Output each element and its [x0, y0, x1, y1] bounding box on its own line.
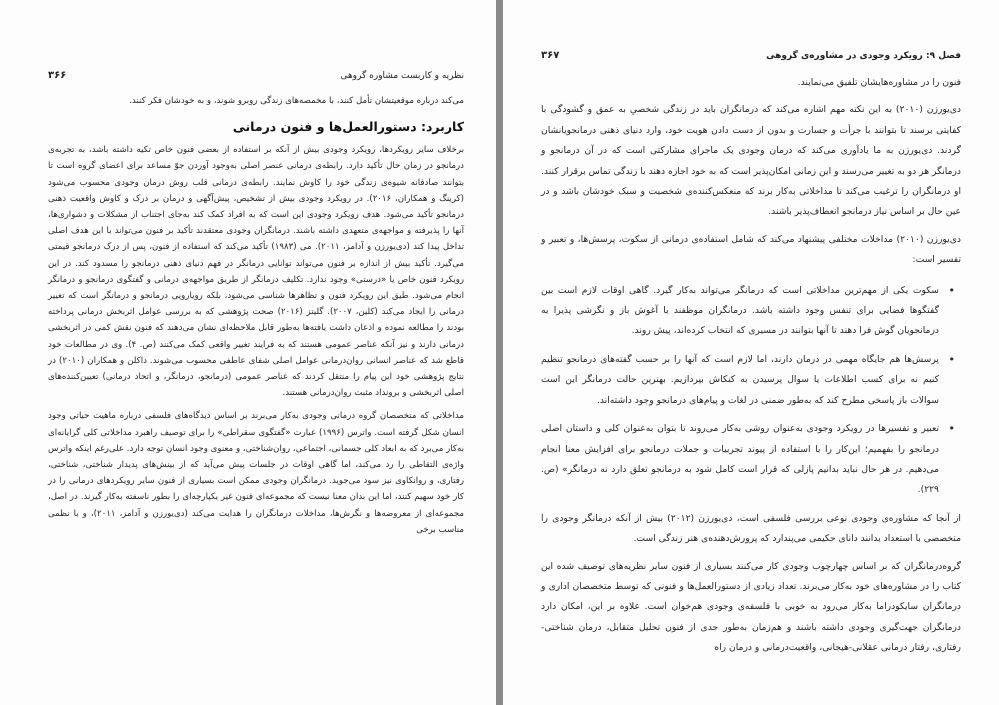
book-gutter — [496, 0, 503, 705]
list-item: • پرسش‌ها هم جایگاه مهمی در درمان دارند، اما لازم است که آنها را بر حسب گفته‌های درمانجو تنظیم کنیم نه برای کسب اطلاعات یا سوال پرسیدن به کنکاش بپردازیم. بهترین حالت درمانگر این است سوالات باز پاسخی مطرح کند که به‌طور ضمنی در لغات و پیام‌های درمانجو وجود داشته‌اند. — [541, 350, 939, 411]
body-paragraph: دی‌یورزن (۲۰۱۰) مداخلات مختلفی پیشنهاد می‌کند که شامل استفاده‌ی درمانی از سکوت، پرسش‌ها، و تعبیر و تفسیر است: — [541, 233, 961, 266]
list-item: • تعبیر و تفسیرها در رویکرد وجودی به‌عنوان روشی به‌کار می‌روند تا بتوان به‌عنوان کلی و داستان اصلی درمانجو را بفهمیم؛ این‌کار را با استفاده از پیوند تجربیات و جملات درمانجو برای افزایش معنا انجام می‌دهیم. در هر حال نباید بدانیم پازلی که قرار است کامل شود به درمانجو تعلق دارد نه درمانگر» (ص. ۲۲۹). — [541, 419, 939, 501]
body-paragraph: فنون را در مشاوره‌هایشان تلفیق می‌نمایند. — [797, 77, 961, 88]
list-item: • سکوت یکی از مهم‌ترین مداخلاتی است که درمانگر می‌تواند به‌کار گیرد. گاهی اوقات لازم است بین گفتگوها فضایی برای تنفس وجود داشته باشد. درمانگران موظفند با آغوش باز و نگرشی پذیرا به درمانجویان گوش فرا دهند تا آنها بتوانند در مسیری که انتخاب کرده‌اند، پیش روند. — [541, 281, 939, 342]
page-number-right: ۳۶۷ — [541, 50, 560, 61]
running-title-right: فصل ۹: رویکرد وجودی در مشاوره‌ی گروهی — [766, 50, 961, 61]
section-heading: کاربرد: دستورالعمل‌ها و فنون درمانی — [232, 119, 464, 135]
intervention-list — [541, 281, 961, 501]
page-number-left: ۳۶۶ — [48, 70, 67, 81]
right-running-head — [541, 50, 961, 61]
left-running-head — [48, 70, 464, 81]
body-paragraph: از آنجا که مشاوره‌ی وجودی نوعی بررسی فلسفی است، دی‌یورزن (۲۰۱۲) بیش از آنکه درمانگر وجودی را متخصصی با استعداد بدانند دانای حکیمی می‌پندارد که پرورش‌دهنده‌ی هنر زندگی است. — [541, 512, 961, 545]
running-title-left: نظریه و کاربست مشاوره گروهی — [340, 70, 464, 81]
body-paragraph: گروه‌درمانگران که بر اساس چهارچوب وجودی کار می‌کنند بسیاری از فنون سایر نظریه‌های توصیف شده این کتاب را در مشاوره‌های خود به‌کار می‌برند. تعداد زیادی از دستورالعمل‌ها و فنونی که توسط متخصصان اداری و درمانگران سایکودراما به‌کار می‌رود به خوبی با فلسفه‌ی وجودی هم‌خوان است. علاوه بر این، امکان دارد درمانگران جهت‌گیری وجودی داشته باشند و هم‌زمان به‌طور جدی از فنون تحلیل متقابل، درمان شناختی-رفتاری، رفتار درمانی عقلانی-هیجانی، واقعیت‌درمانی و درمان راه — [541, 560, 961, 654]
body-paragraph: مداخلاتی که متخصصان گروه درمانی وجودی به‌کار می‌برند بر اساس دیدگاه‌های فلسفی درباره ماهیت حیاتی وجود انسان شکل گرفته است. واترس (۱۹۹۶) عبارت «گفتگوی سقراطی» را برای توصیف راهبرد مداخلاتی کلی گرایانه‌ای به‌کار می‌برد که به ابعاد کلی جسمانی، اجتماعی، روان‌شناختی، و معنوی وجود انسان توجه دارد. علی‌رغم اینکه واترس واژه‌ی التقاطی را رد می‌کند، اما گاهی اوقات در جلسات پیش می‌آید که از بینش‌های پدیدار شناختی، شناختی، رفتاری، و روانکاوی نیز سود می‌جوید. درمانگران وجودی ممکن است بسیاری از فنون سایر رویکردهای درمانی را در کار خود سهیم کنند، اما این بدان معنا نیست که مجموعه‌ای فنون غیر یکپارچه‌ای را بطور ناسفته به‌کار گیرند. در اصل، مجموعه‌ای از معروضه‌ها و نگرش‌ها، مداخلات درمانگران را هدایت می‌کند (دی‌یورزن و آدامز، ۲۰۱۱)، و با نظمی مناسب برخی — [48, 411, 464, 535]
intro-paragraph: می‌کند درباره موقعیتشان تأمل کنند، با مخمصه‌های زندگی روبرو شوند، و به خودشان فکر کنند. — [129, 96, 464, 106]
body-paragraph: برخلاف سایر رویکردها، رویکرد وجودی بیش از آنکه بر استفاده از بعضی فنون خاص تکیه داشته باشد، به تجربه‌ی درمانجو در زمان حال تأکید دارد. رابطه‌ی درمانی عنصر اصلی به‌وجود آوردن جوّ مساعد برای اعضای گروه است تا بتوانند صادقانه شیوه‌ی زندگی خود را کاوش نمایند. رابطه‌ی درمانی قلب روش درمان وجودی محسوب می‌شود (کرینگ و همکاران، ۲۰۱۶). در رویکرد وجودی بیش از تشخیص، پیش‌آگهی و درمان بر درک و کاوش واقعیت ذهنی درمانجو تأکید می‌شود. هدف رویکرد وجودی این است که به افراد کمک کند به‌جای اجتناب از مشکلات و دشواری‌ها، آنها را پذیرفته و مواجهه‌ی متعهدی داشته باشند. درمانگران وجودی معتقدند تأکید بر فنون می‌تواند با این هدف اصلی تداخل پیدا کند (دی‌یورزن و آدامز، ۲۰۱۱). می (۱۹۸۳) تأکید می‌کند که استفاده از فنون، پس از درک درمانجو قیمتی می‌گیرد. تأکید بیش از اندازه بر فنون می‌تواند توانایی درمانگر در فهم دنیای ذهنی درمانجو را مسدود کند. در این رویکرد فنون خاص یا «درستی» وجود ندارد. تکلیف درمانگر از طریق مواجهه‌ی درمانی و گفتگوی درمانجو و درمانگر انجام می‌شود. طیق این رویکرد فنون و تظاهرها شناسی می‌شود، بلکه رویارویی درمانجو و درمانگر است که تغییر درمانی را ایجاد می‌کند (کلین، ۲۰۰۷). گلیتز (۲۰۱۶) صحت پژوهشی که به بررسی عوامل اثربخش درمانی پرداخته بودند را مطالعه نموده و اذعان داشت یافته‌ها به‌طور قابل ملاحظه‌ای نشان می‌دهند که فنون نقش کمی در اثربخشی درمانی دارند و نیز آنکه عناصر عمومی هستند که به فرایند تغییر واقعی کمک می‌کنند (ص. ۴). وی در مطالعات خود قاطع شد که عناصر انسانی روان‌درمانی عوامل اصلی شفای عاطفی محسوب می‌شوند. داکلن و همکاران (۲۰۱۰) در نتایج پژوهشی خود این پیام را منتقل کردند که عناصر عمومی (درمانجو، درمانگر، و اتحاد درمانی) تعیین‌کننده‌های اصلی اثربخشی و برونداد مثبت روان‌درمانی هستند. — [48, 145, 465, 399]
body-paragraph: دی‌یورزن (۲۰۱۰) به این نکته مهم اشاره می‌کند که درمانگران باید در زندگی شخصیِ به عمق و گشودگی با کفایتی برسند تا بتوانند با جرأت و جسارت و بدون از دست دادن هویت خود، وارد دنیای ذهنی درمانجویانشان گردند. دی‌یورزن به ما یادآوری می‌کند که درمان وجودی یک ماجرای مشارکتی است که در آن درمانجو و درمانگر هر دو به تغییر می‌رسند و این زمانی امکان‌پذیر است که به خود اجازه دهند با زندگی تماس برقرار کنند. او درمانگران را ترغیب می‌کند تا مداخلاتی به‌کار برند که منعکس‌کننده‌ی شخصیت و سبک خودشان باشد و در عین حال بر اساس نیاز درمانجو انعطاف‌پذیر باشند. — [541, 104, 961, 218]
right-page — [503, 0, 999, 705]
left-page — [0, 0, 496, 705]
